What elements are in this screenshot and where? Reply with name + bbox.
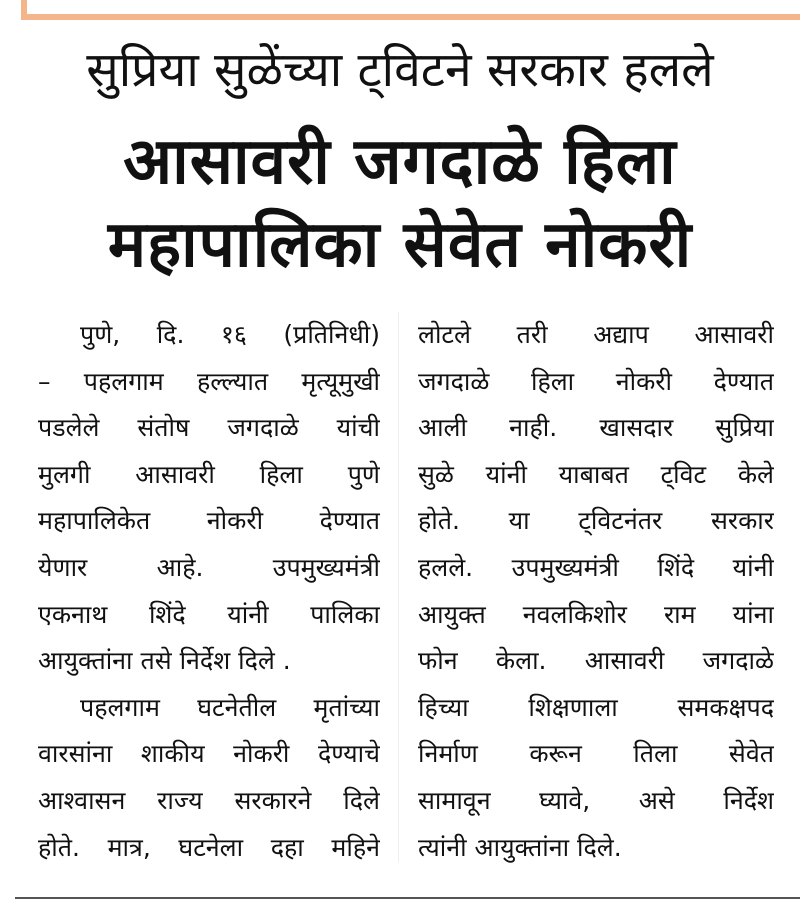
dateline: पुणे, दि. १६ (प्रतिनिधी) [80, 320, 380, 349]
body-line: पडलेले संतोष जगदाळे यांची [38, 413, 380, 443]
bottom-rule [15, 897, 800, 899]
headline-line-2: महापालिका सेवेत नोकरी [107, 208, 693, 282]
body-line: वारसांना शाकीय नोकरी देण्याचे [38, 739, 380, 769]
column-divider [398, 312, 399, 862]
body-line: हलले. उपमुख्यमंत्री शिंदे यांनी [418, 552, 774, 582]
body-line: येणार आहे. उपमुख्यमंत्री [38, 552, 380, 582]
body-line: सामावून घ्यावे, असे निर्देश [418, 785, 774, 815]
body-line: जगदाळे हिला नोकरी देण्यात [418, 366, 774, 396]
body-line: लोटले तरी अद्याप आसावरी [418, 320, 774, 349]
body-line: मुलगी आसावरी हिला पुणे [38, 459, 380, 489]
paragraph-start-line: पहलगाम घटनेतील मृतांच्या [80, 692, 380, 722]
body-line: होते. मात्र, घटनेला दहा महिने [38, 832, 380, 862]
body-line: आश्वासन राज्य सरकारने दिले [38, 785, 380, 815]
body-line: त्यांनी आयुक्तांना दिले. [418, 832, 622, 862]
body-line: आयुक्तांना तसे निर्देश दिले . [38, 646, 291, 676]
body-line: होते. या ट्विटनंतर सरकार [418, 506, 774, 536]
top-frame-border [21, 0, 800, 20]
body-line: निर्माण करून तिला सेवेत [418, 739, 774, 769]
article-body-right-column [418, 312, 774, 871]
body-line: – पहलगाम हल्ल्यात मृत्यूमुखी [38, 366, 380, 396]
body-line: आयुक्त नवलकिशोर राम यांना [418, 599, 774, 629]
body-line: एकनाथ शिंदे यांनी पालिका [38, 599, 380, 629]
body-line: आली नाही. खासदार सुप्रिया [418, 413, 774, 443]
body-line: फोन केला. आसावरी जगदाळे [418, 646, 774, 676]
article-body-left-column [38, 312, 380, 871]
body-line: हिच्या शिक्षणाला समकक्षपद [418, 692, 774, 722]
article-kicker: सुप्रिया सुळेंच्या ट्विटने सरकार हलले [86, 42, 714, 98]
headline-line-1: आसावरी जगदाळे हिला [123, 125, 677, 199]
body-line: महापालिकेत नोकरी देण्यात [38, 506, 380, 536]
body-line: सुळे यांनी याबाबत ट्विट केले [418, 459, 774, 489]
